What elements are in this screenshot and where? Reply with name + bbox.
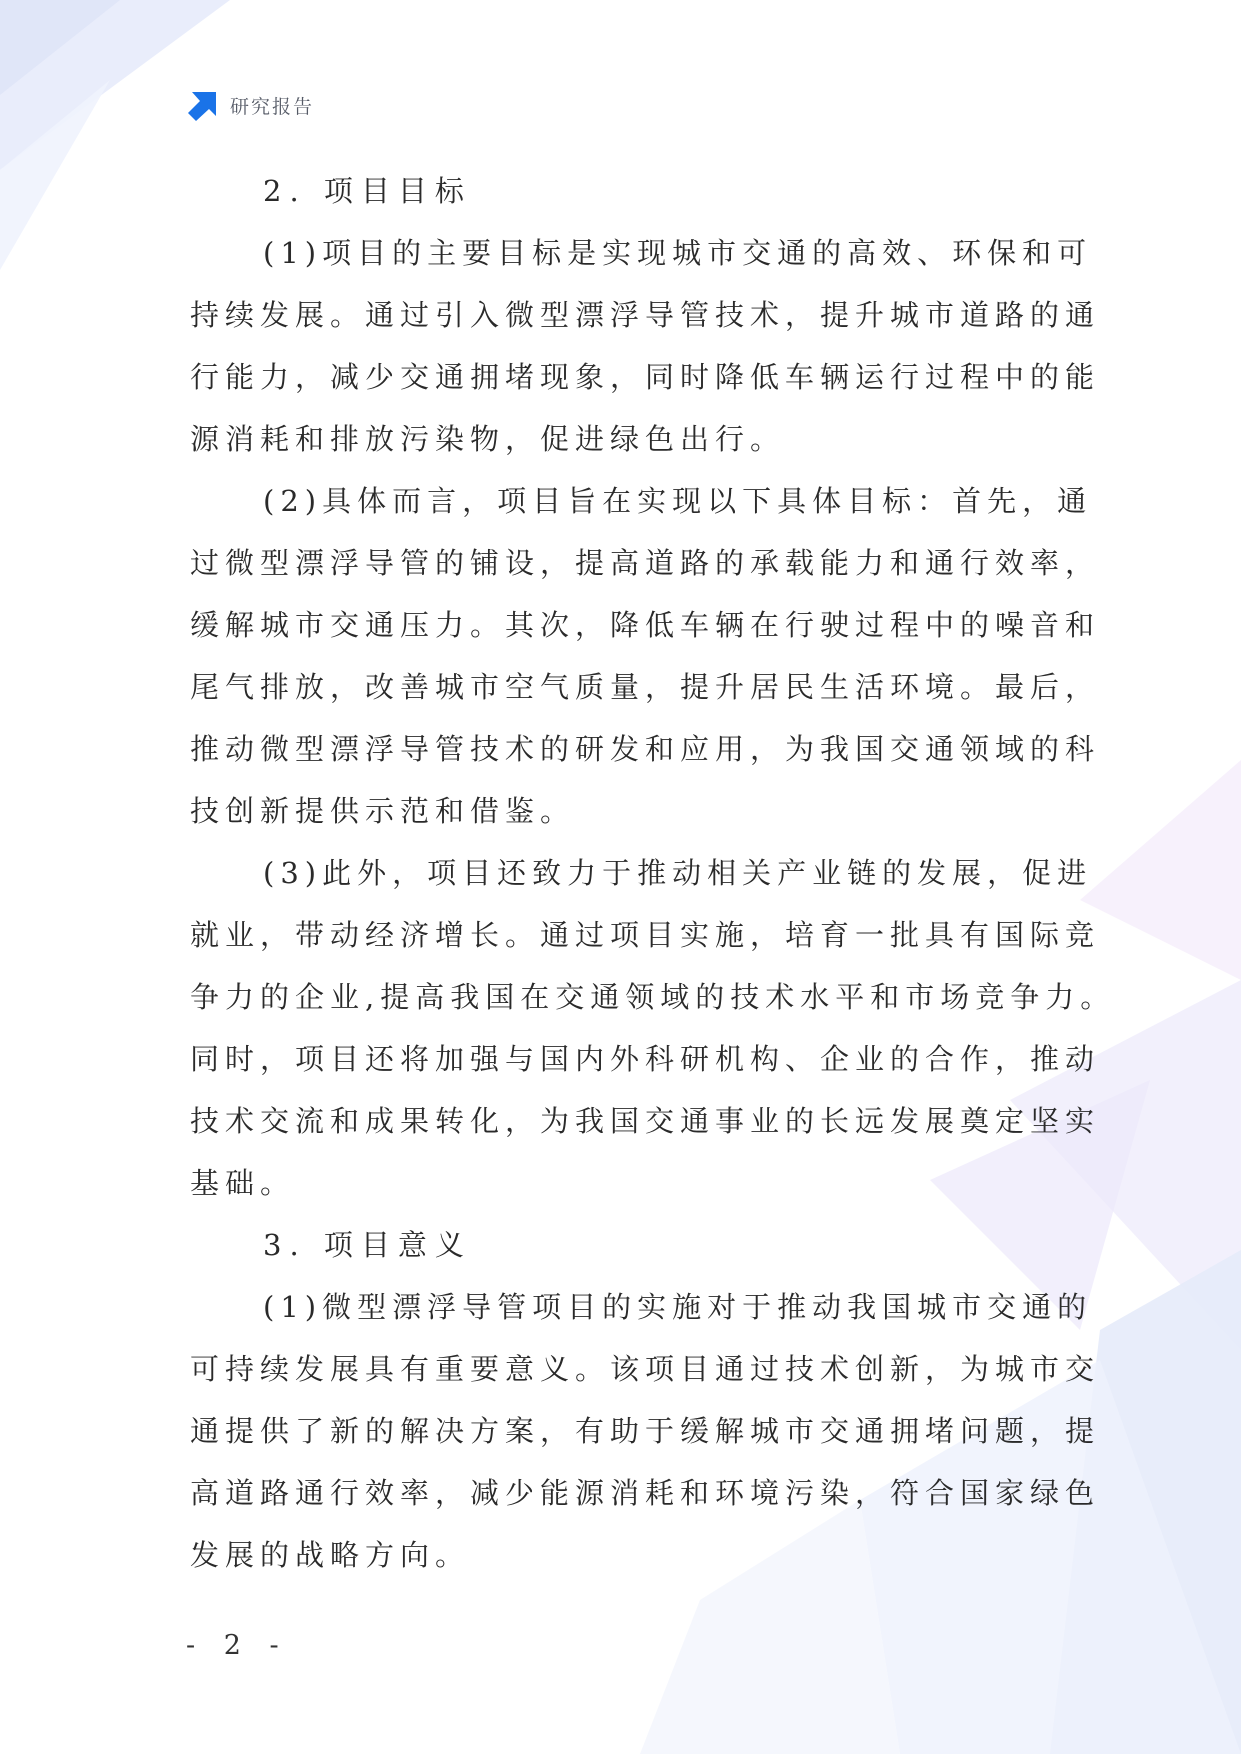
text-line: 可持续发展具有重要意义。该项目通过技术创新，为城市交 <box>190 1352 1101 1386</box>
text-line: 基础。 <box>190 1166 296 1200</box>
text-line: 就业，带动经济增长。通过项目实施，培育一批具有国际竞 <box>190 918 1101 952</box>
section-heading-significance: 3. 项目意义 <box>263 1228 472 1262</box>
page-number: - 2 - <box>186 1630 289 1661</box>
section-heading-goals: 2. 项目目标 <box>263 174 472 208</box>
text-line: 发展的战略方向。 <box>190 1538 471 1572</box>
text-line: (3)此外，项目还致力于推动相关产业链的发展，促进 <box>263 856 1093 890</box>
text-line: 尾气排放，改善城市空气质量，提升居民生活环境。最后， <box>190 670 1101 704</box>
text-line: 推动微型漂浮导管技术的研发和应用，为我国交通领域的科 <box>190 732 1101 766</box>
header-title: 研究报告 <box>230 95 315 118</box>
text-line: 过微型漂浮导管的铺设，提高道路的承载能力和通行效率， <box>190 546 1101 580</box>
paragraph <box>190 1276 1101 1586</box>
arrow-up-right-icon <box>186 88 220 122</box>
paragraph <box>190 222 1101 470</box>
text-line: 争力的企业,提高我国在交通领域的技术水平和市场竞争力。 <box>190 980 1116 1014</box>
text-line: (1)微型漂浮导管项目的实施对于推动我国城市交通的 <box>263 1290 1093 1324</box>
text-line: 技创新提供示范和借鉴。 <box>190 794 576 828</box>
paragraph <box>190 470 1101 842</box>
text-line: 持续发展。通过引入微型漂浮导管技术，提升城市道路的通 <box>190 298 1101 332</box>
report-header <box>186 88 314 122</box>
report-body <box>190 160 1116 1586</box>
text-line: (2)具体而言，项目旨在实现以下具体目标：首先，通 <box>263 484 1093 518</box>
text-line: 技术交流和成果转化，为我国交通事业的长远发展奠定坚实 <box>190 1104 1101 1138</box>
text-line: 高道路通行效率，减少能源消耗和环境污染，符合国家绿色 <box>190 1476 1101 1510</box>
text-line: 行能力，减少交通拥堵现象，同时降低车辆运行过程中的能 <box>190 360 1101 394</box>
text-line: 缓解城市交通压力。其次，降低车辆在行驶过程中的噪音和 <box>190 608 1101 642</box>
text-line: 同时，项目还将加强与国内外科研机构、企业的合作，推动 <box>190 1042 1101 1076</box>
text-line: (1)项目的主要目标是实现城市交通的高效、环保和可 <box>263 236 1093 270</box>
text-line: 源消耗和排放污染物，促进绿色出行。 <box>190 422 786 456</box>
text-line: 通提供了新的解决方案，有助于缓解城市交通拥堵问题，提 <box>190 1414 1101 1448</box>
paragraph <box>190 842 1116 1214</box>
